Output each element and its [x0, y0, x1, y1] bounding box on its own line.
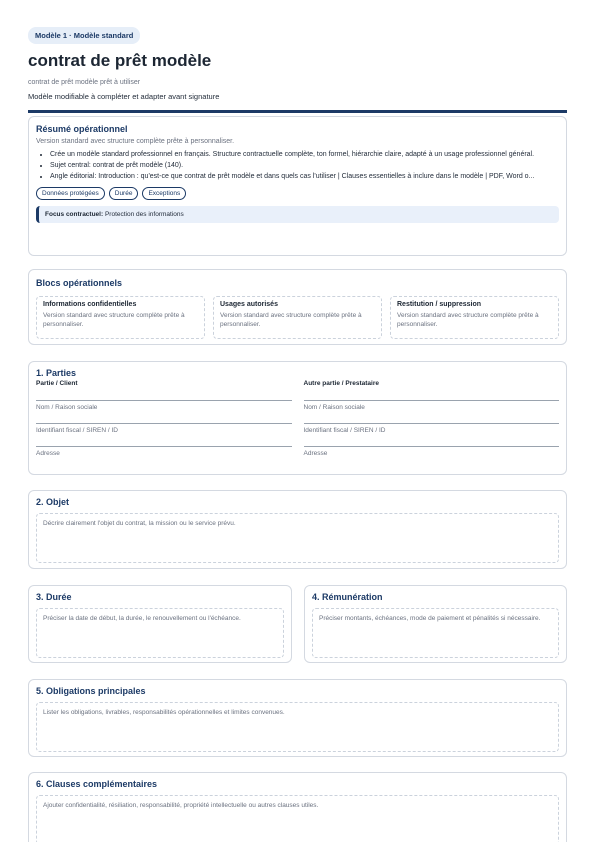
page-description: Modèle modifiable à compléter et adapter avant signature: [28, 92, 220, 101]
duration-textarea[interactable]: Préciser la date de début, la durée, le renouvellement ou l'échéance.: [36, 608, 284, 658]
parties-title: 1. Parties: [36, 368, 77, 378]
summary-intro: Version standard avec structure complète prête à personnaliser.: [36, 138, 235, 145]
page-subtitle: contrat de prêt modèle prêt à utiliser: [28, 79, 141, 86]
block-item-text: Version standard avec structure complète prête à personnaliser.: [43, 312, 185, 328]
tag-chip[interactable]: Exceptions: [142, 187, 186, 200]
block-item-title: Usages autorisés: [220, 301, 278, 308]
block-item: [390, 296, 559, 339]
block-item-title: Restitution / suppression: [397, 301, 482, 308]
object-textarea[interactable]: Décrire clairement l'objet du contrat, la mission ou le service prévu.: [36, 513, 559, 563]
focus-label: Focus contractuel:: [45, 211, 104, 218]
summary-bullets: [36, 150, 559, 182]
tag-chip[interactable]: Données protégées: [36, 187, 105, 200]
object-title: 2. Objet: [36, 497, 70, 507]
party-provider-column: [304, 380, 560, 457]
client-address-field[interactable]: Adresse: [36, 446, 292, 457]
provider-name-field[interactable]: Nom / Raison sociale: [304, 400, 560, 411]
summary-bullet: • Crée un modèle standard professionnel en français. Structure contractuelle complète, ton formel, hiérarchie claire, adapté à un usage professionnel général.: [50, 150, 559, 160]
blocks-title: Blocs opérationnels: [36, 278, 123, 288]
tag-list: [36, 187, 559, 200]
duration-title: 3. Durée: [36, 592, 72, 602]
tag-chip[interactable]: Durée: [109, 187, 139, 200]
obligations-textarea[interactable]: Lister les obligations, livrables, responsabilités opérationnelles et limites convenues.: [36, 702, 559, 752]
summary-card: [28, 116, 567, 256]
remuneration-card: [304, 585, 567, 663]
party-client-heading: Partie / Client: [36, 380, 78, 387]
client-tax-id-field[interactable]: Identifiant fiscal / SIREN / ID: [36, 423, 292, 434]
block-item-text: Version standard avec structure complète prête à personnaliser.: [397, 312, 539, 328]
summary-bullet: • Angle éditorial: Introduction : qu'est-ce que contrat de prêt modèle et dans quels cas l'utiliser | Clauses essentielles à inclure dans le modèle | PDF, Word o...: [50, 172, 559, 182]
model-badge: Modèle 1 · Modèle standard: [28, 27, 140, 44]
clauses-card: [28, 772, 567, 842]
focus-value: Protection des informations: [104, 211, 184, 218]
party-client-column: [36, 380, 292, 457]
duration-card: [28, 585, 292, 663]
obligations-card: [28, 679, 567, 757]
page-title: contrat de prêt modèle: [28, 51, 212, 70]
clauses-textarea[interactable]: Ajouter confidentialité, résiliation, responsabilité, propriété intellectuelle ou autres clauses utiles.: [36, 795, 559, 842]
block-item: [36, 296, 205, 339]
focus-callout: [36, 206, 559, 223]
block-item-text: Version standard avec structure complète prête à personnaliser.: [220, 312, 362, 328]
clauses-title: 6. Clauses complémentaires: [36, 779, 158, 789]
remuneration-textarea[interactable]: Préciser montants, échéances, mode de paiement et pénalités si nécessaire.: [312, 608, 559, 658]
obligations-title: 5. Obligations principales: [36, 686, 146, 696]
summary-bullet: • Sujet central: contrat de prêt modèle (140).: [50, 161, 559, 171]
provider-address-field[interactable]: Adresse: [304, 446, 560, 457]
parties-card: [28, 361, 567, 475]
block-item-title: Informations confidentielles: [43, 301, 137, 308]
block-item: [213, 296, 382, 339]
blocks-card: [28, 269, 567, 345]
remuneration-title: 4. Rémunération: [312, 592, 383, 602]
provider-tax-id-field[interactable]: Identifiant fiscal / SIREN / ID: [304, 423, 560, 434]
client-name-field[interactable]: Nom / Raison sociale: [36, 400, 292, 411]
object-card: [28, 490, 567, 569]
summary-title: Résumé opérationnel: [36, 124, 128, 134]
party-provider-heading: Autre partie / Prestataire: [303, 380, 380, 387]
